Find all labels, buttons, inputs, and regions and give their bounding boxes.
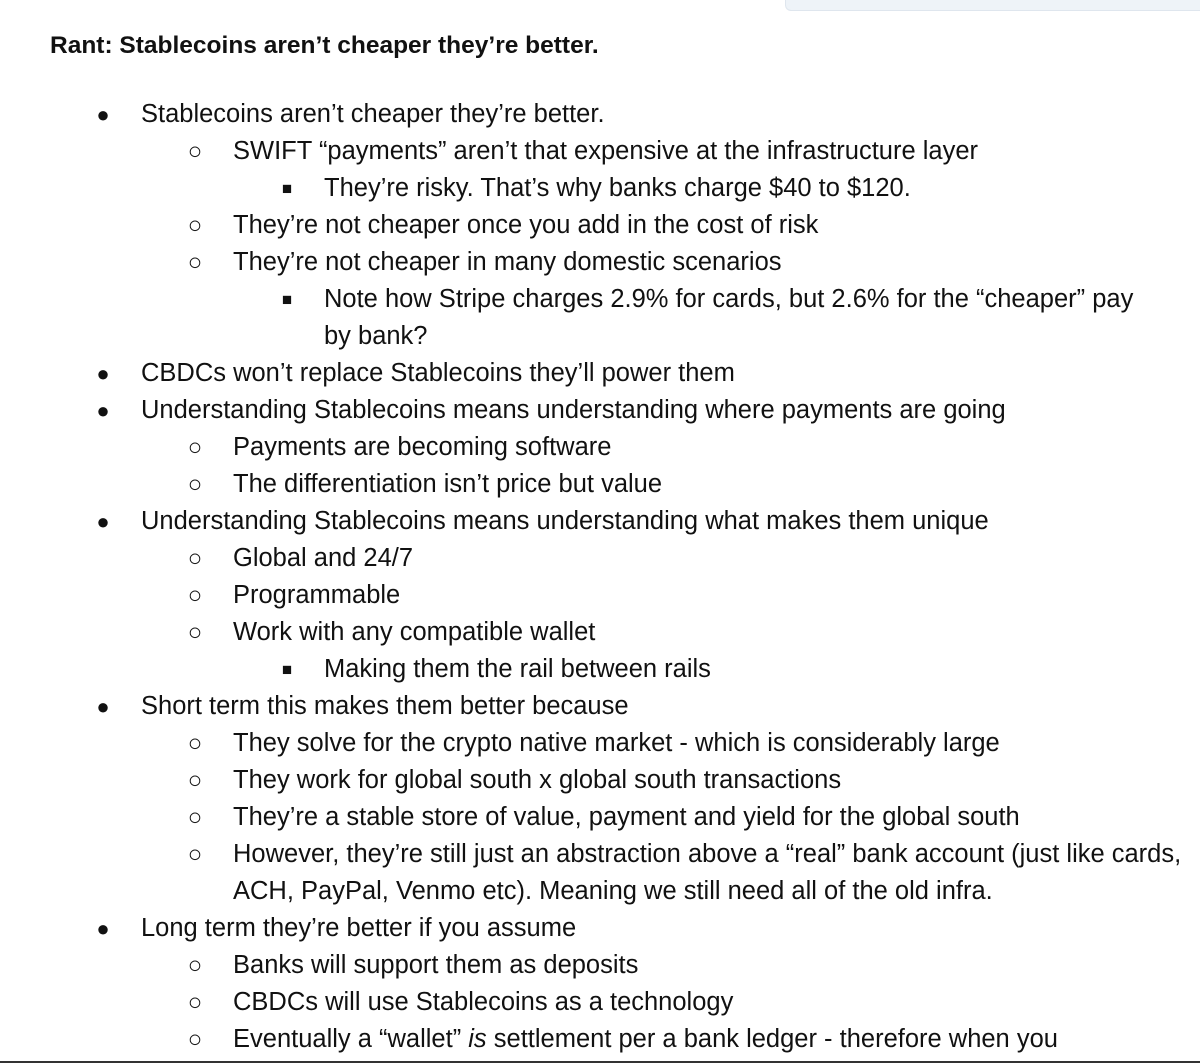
- list-item-text: However, they’re still just an abstraction above a “real” bank account (just like cards, ACH, PayPal, Venmo etc). Meaning we still need all of the old infra.: [233, 840, 1182, 905]
- bullet-square-icon: ■: [281, 660, 293, 679]
- list-item-text: CBDCs will use Stablecoins as a technology: [233, 988, 734, 1016]
- list-item-level3: [0, 651, 1200, 688]
- list-item-level2: [0, 133, 1200, 170]
- list-item-level1: [0, 688, 1200, 725]
- list-item-text: [233, 1025, 1058, 1053]
- list-item-level3: [0, 170, 1200, 207]
- list-item-level2: [0, 540, 1200, 577]
- bullet-circle-icon: ○: [187, 619, 203, 646]
- list-item-level2: [0, 207, 1200, 244]
- bullet-square-icon: ■: [281, 179, 293, 198]
- bullet-disc-icon: ●: [96, 361, 110, 386]
- list-item-level2: [0, 1021, 1200, 1058]
- list-item-level2: [0, 577, 1200, 614]
- list-item-text: The differentiation isn’t price but value: [233, 470, 663, 498]
- list-item-level2: [0, 762, 1200, 799]
- text-segment: Eventually a “wallet”: [233, 1025, 469, 1053]
- list-item-level2: [0, 836, 1200, 910]
- list-item-text: They solve for the crypto native market - which is considerably large: [233, 729, 1000, 757]
- bullet-disc-icon: ●: [96, 398, 110, 423]
- top-toolbar-edge: [785, 0, 1200, 11]
- bullet-circle-icon: ○: [187, 434, 203, 461]
- list-item-level1: [0, 392, 1200, 429]
- list-item-level1: [0, 503, 1200, 540]
- bullet-circle-icon: ○: [187, 1026, 203, 1053]
- bullet-circle-icon: ○: [187, 212, 203, 239]
- list-item-level2: [0, 466, 1200, 503]
- list-item-text: They’re a stable store of value, payment and yield for the global south: [233, 803, 1020, 831]
- list-item-level2: [0, 947, 1200, 984]
- bullet-circle-icon: ○: [187, 952, 203, 979]
- bullet-circle-icon: ○: [187, 730, 203, 757]
- bullet-disc-icon: ●: [96, 916, 110, 941]
- list-item-level1: [0, 910, 1200, 947]
- bullet-circle-icon: ○: [187, 841, 203, 868]
- bullet-disc-icon: ●: [96, 102, 110, 127]
- document-body: [0, 96, 1200, 1058]
- list-item-text: SWIFT “payments” aren’t that expensive at the infrastructure layer: [233, 137, 979, 165]
- list-item-text: Short term this makes them better because: [141, 692, 629, 720]
- list-item-text: Stablecoins aren’t cheaper they’re better.: [141, 100, 605, 128]
- emphasis-text: is: [468, 1025, 487, 1053]
- text-segment: settlement per a bank ledger - therefore when you: [486, 1025, 1058, 1053]
- list-item-text: Banks will support them as deposits: [233, 951, 639, 979]
- list-item-level1: [0, 355, 1200, 392]
- bullet-circle-icon: ○: [187, 804, 203, 831]
- document-title: Rant: Stablecoins aren’t cheaper they’re better.: [50, 32, 599, 59]
- list-item-level2: [0, 614, 1200, 651]
- list-item-text: Note how Stripe charges 2.9% for cards, but 2.6% for the “cheaper” pay by bank?: [324, 285, 1134, 350]
- list-item-level2: [0, 429, 1200, 466]
- bullet-circle-icon: ○: [187, 582, 203, 609]
- list-item-text: Work with any compatible wallet: [233, 618, 596, 646]
- list-item-text: They’re risky. That’s why banks charge $40 to $120.: [324, 174, 911, 202]
- list-item-text: They’re not cheaper once you add in the cost of risk: [233, 211, 819, 239]
- bullet-square-icon: ■: [281, 290, 293, 309]
- list-item-level2: [0, 244, 1200, 281]
- bullet-circle-icon: ○: [187, 545, 203, 572]
- list-item-text: Understanding Stablecoins means understanding where payments are going: [141, 396, 1006, 424]
- list-item-text: They work for global south x global south transactions: [233, 766, 842, 794]
- list-item-text: They’re not cheaper in many domestic scenarios: [233, 248, 782, 276]
- list-item-text: Understanding Stablecoins means understanding what makes them unique: [141, 507, 989, 535]
- list-item-text: CBDCs won’t replace Stablecoins they’ll power them: [141, 359, 735, 387]
- list-item-text: Programmable: [233, 581, 401, 609]
- list-item-level1: [0, 96, 1200, 133]
- bullet-disc-icon: ●: [96, 509, 110, 534]
- list-item-text: Making them the rail between rails: [324, 655, 711, 683]
- list-item-text: Long term they’re better if you assume: [141, 914, 577, 942]
- bullet-circle-icon: ○: [187, 471, 203, 498]
- bullet-circle-icon: ○: [187, 989, 203, 1016]
- bullet-disc-icon: ●: [96, 694, 110, 719]
- list-item-text: Payments are becoming software: [233, 433, 612, 461]
- list-item-level2: [0, 725, 1200, 762]
- bullet-circle-icon: ○: [187, 767, 203, 794]
- list-item-level2: [0, 984, 1200, 1021]
- list-item-level3: [0, 281, 1200, 355]
- bullet-circle-icon: ○: [187, 138, 203, 165]
- bullet-circle-icon: ○: [187, 249, 203, 276]
- list-item-text: Global and 24/7: [233, 544, 414, 572]
- list-item-level2: [0, 799, 1200, 836]
